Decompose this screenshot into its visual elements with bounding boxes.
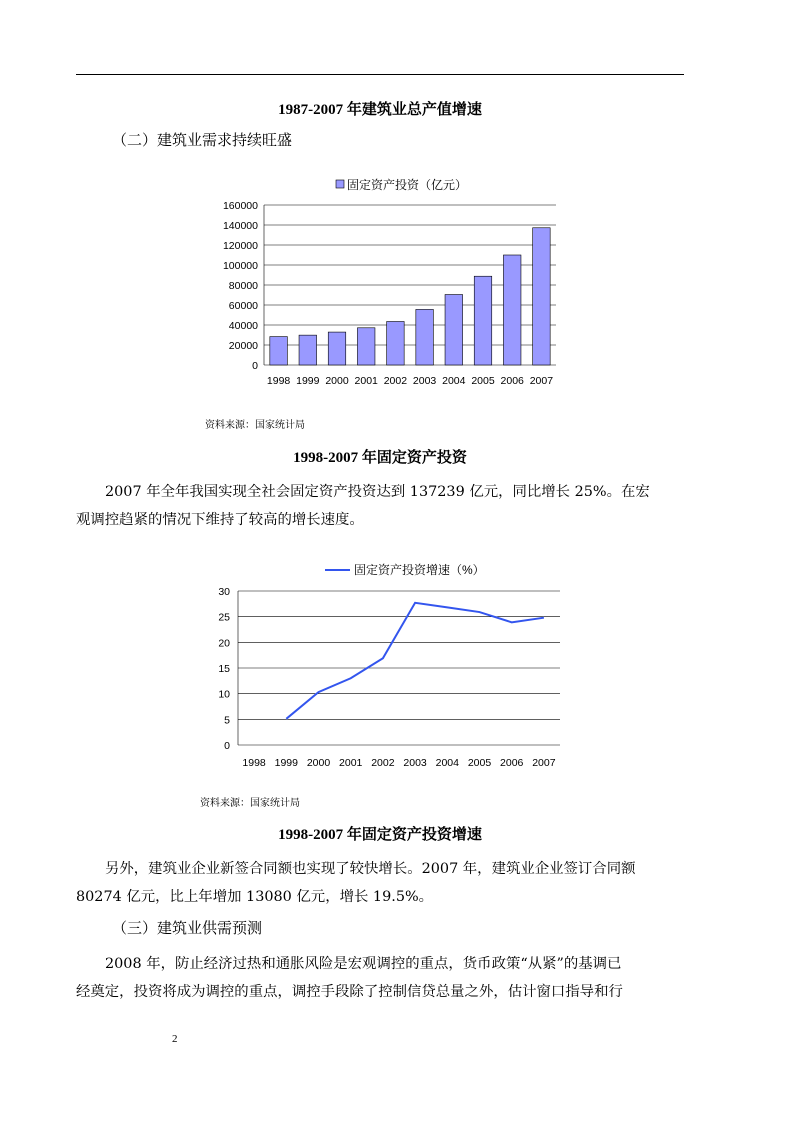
- paragraph-line: 2007 年全年我国实现全社会固定资产投资达到 137239 亿元，同比增长 25%。在宏: [105, 484, 650, 500]
- chart1-bar: [445, 295, 463, 365]
- chart2-y-tick-label: 0: [224, 740, 230, 752]
- chart1-x-tick-label: 2007: [529, 375, 554, 387]
- chart1-legend-swatch: [336, 180, 344, 188]
- chart2-x-tick-label: 2007: [532, 757, 556, 769]
- line-chart-investment-growth: [200, 555, 570, 780]
- chart2-y-tick-label: 20: [218, 637, 230, 650]
- paragraph-line: 2008 年，防止经济过热和通胀风险是宏观调控的重点，货币政策“从紧”的基调已: [105, 956, 622, 972]
- chart1-x-tick-label: 1999: [296, 375, 320, 387]
- chart1-bar: [533, 228, 551, 365]
- chart2-x-tick-label: 2003: [403, 757, 427, 769]
- paragraph-2008-outlook: [76, 950, 684, 1006]
- paragraph-line: 80274 亿元，比上年增加 13080 亿元，增长 19.5%。: [76, 889, 434, 905]
- chart2-y-tick-label: 30: [218, 586, 230, 598]
- chart1-bar: [416, 309, 434, 365]
- paragraph-line: 观调控趋紧的情况下维持了较高的增长速度。: [76, 512, 364, 528]
- chart1-bar: [357, 328, 375, 365]
- chart1-x-tick-label: 2005: [471, 375, 495, 387]
- chart1-bar: [299, 335, 317, 365]
- chart2-x-tick-label: 2001: [339, 757, 363, 769]
- chart2-legend-label: 固定资产投资增速（%）: [354, 563, 485, 577]
- chart1-x-tick-label: 1998: [266, 375, 291, 387]
- chart2-x-tick-label: 2002: [371, 757, 395, 769]
- chart1-source-note: 资料来源：国家统计局: [205, 420, 305, 431]
- chart1-x-tick-label: 2003: [412, 375, 437, 387]
- section-heading-demand: （二）建筑业需求持续旺盛: [112, 131, 293, 149]
- chart1-y-tick-label: 160000: [222, 200, 258, 212]
- chart1-y-tick-label: 40000: [228, 320, 258, 332]
- caption-fixed-investment: 1998-2007 年固定资产投资: [293, 450, 467, 466]
- chart2-x-tick-label: 2000: [306, 757, 331, 769]
- chart1-y-tick-label: 100000: [222, 260, 258, 272]
- chart2-x-tick-label: 2006: [500, 757, 524, 769]
- chart1-y-tick-label: 140000: [222, 220, 258, 232]
- page-number: 2: [172, 1033, 178, 1045]
- chart1-y-tick-label: 80000: [228, 280, 258, 292]
- chart2-x-tick-label: 1999: [274, 757, 298, 769]
- chart1-bar: [328, 332, 346, 365]
- chart1-x-tick-label: 2006: [500, 375, 524, 387]
- chart2-y-tick-label: 5: [224, 714, 230, 727]
- chart1-bar: [387, 322, 405, 366]
- chart1-bar: [270, 337, 288, 365]
- chart2-y-tick-label: 15: [218, 663, 230, 675]
- chart1-y-tick-label: 20000: [228, 340, 258, 352]
- chart1-x-tick-label: 2002: [383, 375, 408, 387]
- chart2-source-note: 资料来源：国家统计局: [200, 798, 300, 809]
- chart1-y-tick-label: 0: [252, 360, 258, 372]
- chart2-x-tick-label: 1998: [242, 757, 266, 769]
- chart2-series-line: [286, 603, 544, 719]
- chart2-legend: [325, 562, 485, 577]
- chart2-y-tick-label: 10: [218, 688, 230, 701]
- chart1-legend-label: 固定资产投资（亿元）: [347, 178, 468, 192]
- bar-chart-fixed-investment: [200, 170, 570, 395]
- paragraph-line: 经奠定，投资将成为调控的重点，调控手段除了控制信贷总量之外，估计窗口指导和行: [76, 984, 623, 1000]
- chart1-legend: [336, 177, 467, 192]
- caption-construction-output: 1987-2007 年建筑业总产值增速: [278, 102, 482, 118]
- chart1-bar: [503, 255, 521, 365]
- chart1-y-tick-label: 60000: [228, 300, 258, 312]
- caption-investment-growth: 1998-2007 年固定资产投资增速: [278, 827, 482, 843]
- chart1-x-tick-label: 2001: [354, 375, 378, 387]
- header-rule: [76, 74, 684, 75]
- chart1-x-tick-label: 2004: [442, 375, 466, 387]
- chart2-x-tick-label: 2005: [467, 757, 492, 769]
- chart2-y-tick-label: 25: [218, 611, 230, 624]
- paragraph-investment-2007: [76, 478, 684, 534]
- chart1-bar: [474, 276, 492, 365]
- paragraph-line: 另外，建筑业企业新签合同额也实现了较快增长。2007 年，建筑业企业签订合同额: [105, 861, 636, 877]
- paragraph-contracts: [76, 855, 684, 911]
- chart1-y-tick-label: 120000: [222, 240, 258, 252]
- chart2-x-tick-label: 2004: [435, 757, 459, 769]
- section-heading-forecast: （三）建筑业供需预测: [112, 919, 263, 937]
- chart1-x-tick-label: 2000: [325, 375, 349, 387]
